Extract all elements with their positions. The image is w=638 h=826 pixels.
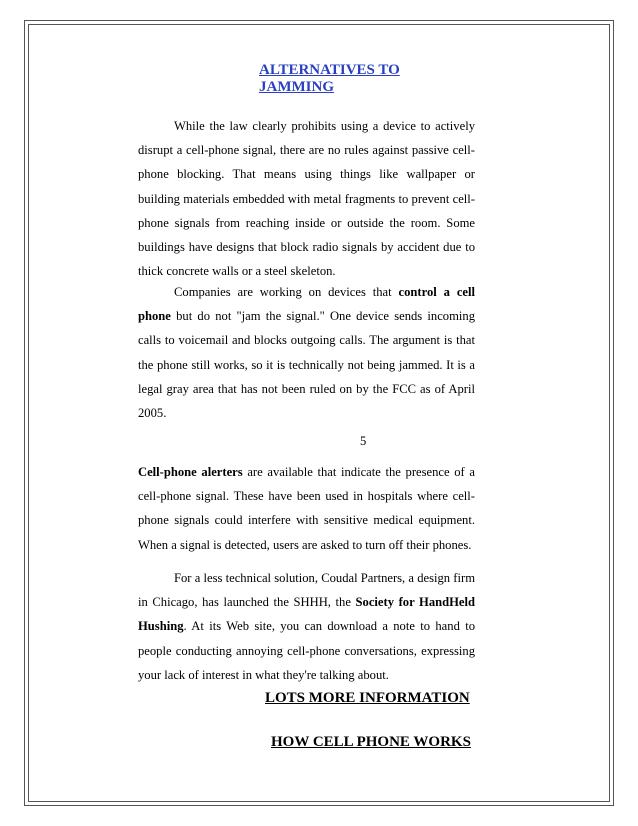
alternatives-heading-line1: ALTERNATIVES TO bbox=[259, 62, 400, 78]
how-cell-phone-works-heading: HOW CELL PHONE WORKS bbox=[271, 734, 471, 750]
control-cell-phone-term: control a cell phone bbox=[138, 285, 476, 324]
paragraph-control-cell-phone bbox=[138, 280, 475, 425]
paragraph-control-text-after: but do not "jam the signal." One device sends incoming calls to voicemail and blocks outgoing calls. The argument is that the phone still works, so it is technically not being jammed. It is a legal gray area that has not been ruled on by the FCC as of April 2005. bbox=[138, 309, 475, 421]
paragraph-society-text-before: For a less technical solution, Coudal Partners, a design firm in Chicago, has launched the SHHH, the bbox=[138, 571, 475, 610]
paragraph-society-text-after: . At its Web site, you can download a note to hand to people conducting annoying cell-phone conversations, expressing your lack of interest in what they're talking about. bbox=[138, 619, 475, 682]
society-handheld-hushing-term: Society for HandHeld Hushing bbox=[138, 595, 476, 634]
paragraph-cell-phone-alerters bbox=[138, 460, 475, 557]
paragraph-control-text-before: Companies are working on devices that bbox=[174, 285, 399, 299]
paragraph-passive-blocking-text: While the law clearly prohibits using a device to actively disrupt a cell-phone signal, there are no rules against passive cell-phone blocking. That means using things like wallpaper or building materials embedded with metal fragments to prevent cell-phone signals from reaching inside or outside the room. Some buildings have designs that block radio signals by accident due to thick concrete walls or a steel skeleton. bbox=[138, 119, 475, 279]
paragraph-society-handheld-hushing bbox=[138, 566, 475, 687]
paragraph-alerters-text: are available that indicate the presence of a cell-phone signal. These have been used in hospitals where cell-phone signals could interfere with sensitive medical equipment. When a signal is detected, users are asked to turn off their phones. bbox=[138, 465, 475, 552]
alternatives-heading-line2: JAMMING bbox=[259, 79, 334, 95]
cell-phone-alerters-term: Cell-phone alerters bbox=[138, 465, 243, 479]
alternatives-heading bbox=[259, 62, 439, 96]
lots-more-information-heading: LOTS MORE INFORMATION bbox=[265, 690, 470, 706]
paragraph-passive-blocking bbox=[138, 114, 475, 283]
page-number: 5 bbox=[360, 434, 367, 448]
